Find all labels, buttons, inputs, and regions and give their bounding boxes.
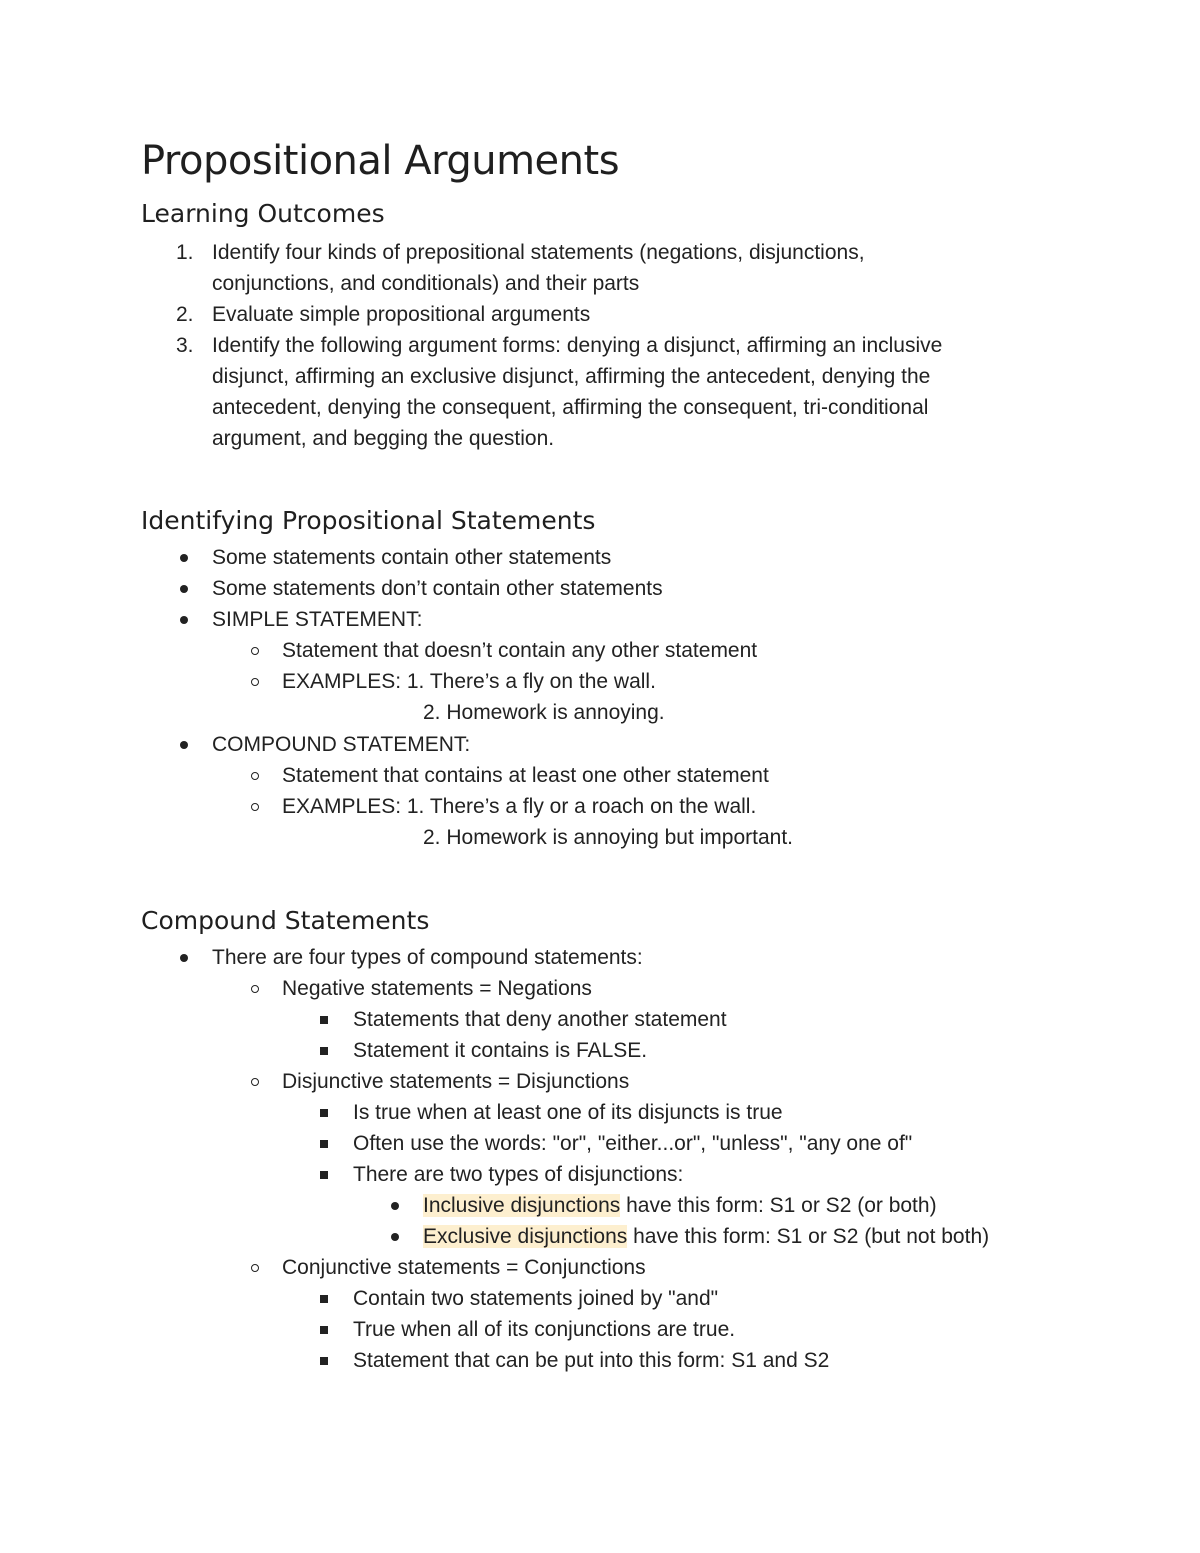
list-item-text: Identify the following argument forms: denying a disjunct, affirming an inclusive (212, 334, 943, 357)
bullet-icon (391, 1202, 399, 1210)
square-bullet-icon (320, 1357, 328, 1365)
circle-bullet-icon (251, 678, 259, 686)
list-item-text: argument, and begging the question. (212, 427, 555, 450)
circle-bullet-icon (251, 772, 259, 780)
list-item: Some statements contain other statements (212, 546, 612, 569)
list-item-text: have this form: S1 or S2 (or both) (620, 1194, 937, 1217)
square-bullet-icon (320, 1326, 328, 1334)
compound-statements-heading: Compound Statements (141, 906, 430, 935)
list-item: Statements that deny another statement (353, 1008, 727, 1031)
bullet-icon (180, 585, 188, 593)
circle-bullet-icon (251, 1078, 259, 1086)
list-item (423, 1190, 937, 1221)
list-item: There are four types of compound statements: (212, 946, 643, 969)
list-item: Often use the words: "or", "either...or", "unless", "any one of" (353, 1132, 913, 1155)
list-item: COMPOUND STATEMENT: (212, 733, 471, 756)
square-bullet-icon (320, 1047, 328, 1055)
list-item: Is true when at least one of its disjuncts is true (353, 1101, 783, 1124)
list-item: Statement that contains at least one other statement (282, 764, 769, 787)
square-bullet-icon (320, 1171, 328, 1179)
list-number: 1. (176, 241, 194, 264)
bullet-icon (180, 954, 188, 962)
list-item-text: disjunct, affirming an exclusive disjunct, affirming the antecedent, denying the (212, 365, 931, 388)
list-item: Disjunctive statements = Disjunctions (282, 1070, 630, 1093)
list-item (423, 1221, 989, 1252)
list-item: Statement that doesn’t contain any other statement (282, 639, 758, 662)
square-bullet-icon (320, 1295, 328, 1303)
list-item: EXAMPLES: 1. There’s a fly on the wall. (282, 670, 656, 693)
bullet-icon (180, 741, 188, 749)
list-item: Negative statements = Negations (282, 977, 592, 1000)
identifying-heading: Identifying Propositional Statements (141, 506, 596, 535)
highlighted-term: Inclusive disjunctions (423, 1194, 621, 1217)
list-item: Some statements don’t contain other statements (212, 577, 663, 600)
bullet-icon (391, 1233, 399, 1241)
list-item: Conjunctive statements = Conjunctions (282, 1256, 646, 1279)
list-item: There are two types of disjunctions: (353, 1163, 684, 1186)
bullet-icon (180, 554, 188, 562)
list-number: 3. (176, 334, 194, 357)
page-title: Propositional Arguments (141, 138, 620, 184)
list-item: Statement it contains is FALSE. (353, 1039, 648, 1062)
circle-bullet-icon (251, 803, 259, 811)
list-item: SIMPLE STATEMENT: (212, 608, 423, 631)
list-item: 2. Homework is annoying but important. (423, 826, 794, 849)
list-item-text: have this form: S1 or S2 (but not both) (627, 1225, 990, 1248)
square-bullet-icon (320, 1140, 328, 1148)
circle-bullet-icon (251, 1264, 259, 1272)
bullet-icon (180, 616, 188, 624)
list-item: True when all of its conjunctions are true. (353, 1318, 736, 1341)
list-item: EXAMPLES: 1. There’s a fly or a roach on the wall. (282, 795, 757, 818)
circle-bullet-icon (251, 985, 259, 993)
list-item-text: Evaluate simple propositional arguments (212, 303, 591, 326)
learning-outcomes-heading: Learning Outcomes (141, 199, 385, 228)
list-item: Contain two statements joined by "and" (353, 1287, 719, 1310)
circle-bullet-icon (251, 647, 259, 655)
list-item-text: antecedent, denying the consequent, affirming the consequent, tri-conditional (212, 396, 929, 419)
square-bullet-icon (320, 1109, 328, 1117)
list-item: Statement that can be put into this form: S1 and S2 (353, 1349, 830, 1372)
square-bullet-icon (320, 1016, 328, 1024)
list-number: 2. (176, 303, 194, 326)
list-item: 2. Homework is annoying. (423, 701, 665, 724)
highlighted-term: Exclusive disjunctions (423, 1225, 628, 1248)
list-item-text: Identify four kinds of prepositional statements (negations, disjunctions, (212, 241, 865, 264)
list-item-text: conjunctions, and conditionals) and their parts (212, 272, 640, 295)
